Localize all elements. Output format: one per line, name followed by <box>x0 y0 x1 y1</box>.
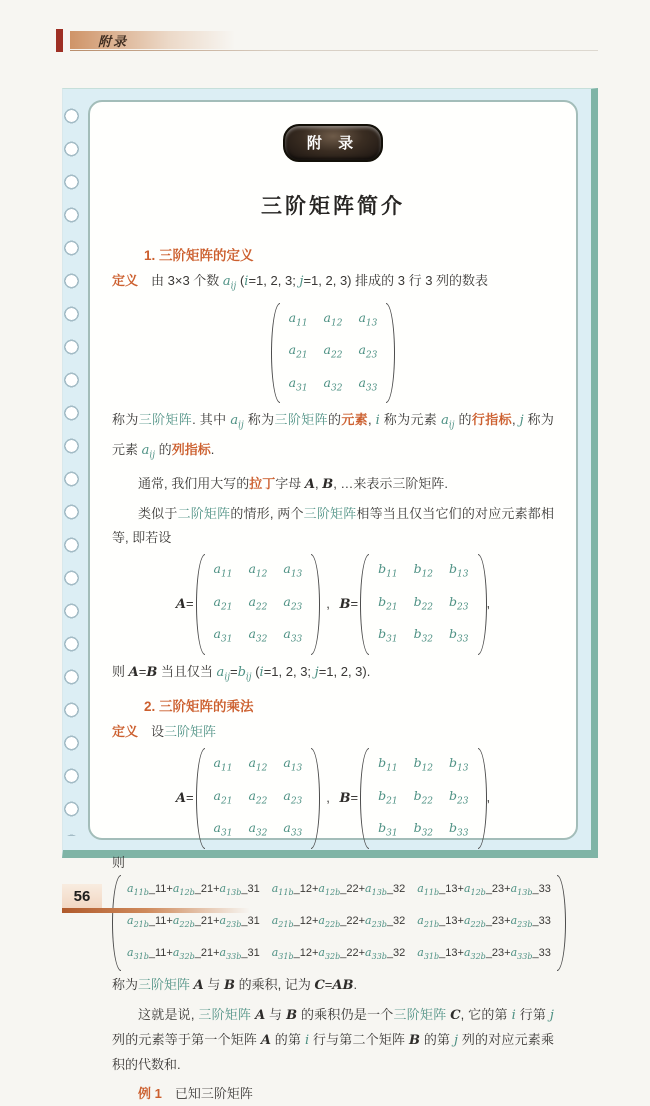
iff-line: 则 A=B 当且仅当 $a_{ij}=b_{ij}$ (i=1, 2, 3; j=1, 2, 3). <box>112 663 371 683</box>
section2-heading: 2. 三阶矩阵的乘法 <box>144 699 254 715</box>
product-matrix: $a_{11b}\_11+a_{12b}\_21+a_{13b}\_31$ $a_{11b}\_12+a_{12b}\_22+a_{13b}\_32$ $a_{11b}\_13+a_{12b}\_23+a_{13b}\_33$ $a_{21b}\_11+a_{22b}\_21+a_{23b}\_31$ $a_{21b}\_12+a_{22b}\_22+a_{23b}\_32$ $a_{21b}\_13+a_{22b}\_23+a_{23b}\_33$ $a_{31b}\_11+a_{32b}\_21+a_{33b}\_31$ $a_{31b}\_12+a_{32b}\_22+a_{33b}\_32$ $a_{31b}\_13+a_{32b}\_23+a_{33b}\_33$ <box>112 875 566 972</box>
matrix-b-label-2: B= <box>339 790 359 807</box>
matrix-trailing-comma: , <box>486 595 491 611</box>
matrix-b: $b_{11}$ $b_{12}$ $b_{13}$ $b_{21}$ $b_{22}$ $b_{23}$ $b_{31}$ $b_{32}$ $b_{33}$ <box>360 554 486 655</box>
matrix-single <box>112 303 554 404</box>
appendix-badge: 附 录 <box>283 124 383 162</box>
example-line: 例 1 已知三阶矩阵 <box>138 1086 253 1102</box>
matrix-trailing-comma-2: , <box>486 790 491 806</box>
product-called-line: 称为三阶矩阵 A 与 B 的乘积, 记为 C=AB. <box>112 977 358 994</box>
matrix-pair-1 <box>112 554 554 655</box>
textbook-page <box>88 100 578 1102</box>
matrix-a-label: A= <box>175 595 194 612</box>
matrix-b-2: $b_{11}$ $b_{12}$ $b_{13}$ $b_{21}$ $b_{22}$ $b_{23}$ $b_{31}$ $b_{32}$ $b_{33}$ <box>360 748 486 849</box>
header-gradient-bar <box>70 31 235 49</box>
page-footer <box>62 884 302 913</box>
matrix-a-label-2: A= <box>175 790 194 807</box>
explain-paragraph: 这就是说, 三阶矩阵 A 与 B 的乘积仍是一个三阶矩阵 C, 它的第 i 行第 j 列的元素等于第一个矩阵 A 的第 i 行与第二个矩阵 B 的第 j 列的对应元素乘积的代数和. <box>112 1007 554 1073</box>
header-appendix-label: 附录 <box>98 33 129 49</box>
similar-paragraph: 类似于二阶矩阵的情形, 两个三阶矩阵相等当且仅当它们的对应元素都相等, 即若设 <box>112 506 554 546</box>
matrix-separator-2: , <box>326 790 334 806</box>
section1-heading: 1. 三阶矩阵的定义 <box>144 248 254 263</box>
definition-line-2: 定义 设三阶矩阵 <box>112 724 217 740</box>
then-label: 则 <box>112 854 126 870</box>
header-red-bar <box>56 29 63 52</box>
usually-paragraph: 通常, 我们用大写的拉丁字母 A, B, …来表示三阶矩阵. <box>138 476 449 493</box>
matrix-a: $a_{11}$ $a_{12}$ $a_{13}$ $a_{21}$ $a_{22}$ $a_{23}$ $a_{31}$ $a_{32}$ $a_{33}$ <box>196 554 321 655</box>
matrix-pair-2 <box>112 748 554 849</box>
appendix-badge-wrap <box>112 124 554 162</box>
running-header <box>0 28 650 52</box>
matrix-separator: , <box>326 595 334 611</box>
binder-holes <box>63 106 80 836</box>
called-paragraph: 称为三阶矩阵. 其中 $a_{ij}$ 称为三阶矩阵的元素, i 称为元素 $a_{ij}$ 的行指标, j 称为元素 $a_{ij}$ 的列指标. <box>112 412 554 461</box>
matrix-aij: $a_{11}$ $a_{12}$ $a_{13}$ $a_{21}$ $a_{22}$ $a_{23}$ $a_{31}$ $a_{32}$ $a_{33}$ <box>271 303 396 404</box>
header-rule <box>70 50 598 51</box>
definition-line-1: 定义 由 3×3 个数 $a_{ij}$ (i=1, 2, 3; j=1, 2, 3) 排成的 3 行 3 列的数表 <box>112 273 489 292</box>
page-title: 三阶矩阵简介 <box>261 195 405 218</box>
matrix-a-2: $a_{11}$ $a_{12}$ $a_{13}$ $a_{21}$ $a_{22}$ $a_{23}$ $a_{31}$ $a_{32}$ $a_{33}$ <box>196 748 321 849</box>
footer-gradient-strip <box>62 908 250 913</box>
page-number: 56 <box>62 884 102 908</box>
matrix-b-label: B= <box>339 595 359 612</box>
